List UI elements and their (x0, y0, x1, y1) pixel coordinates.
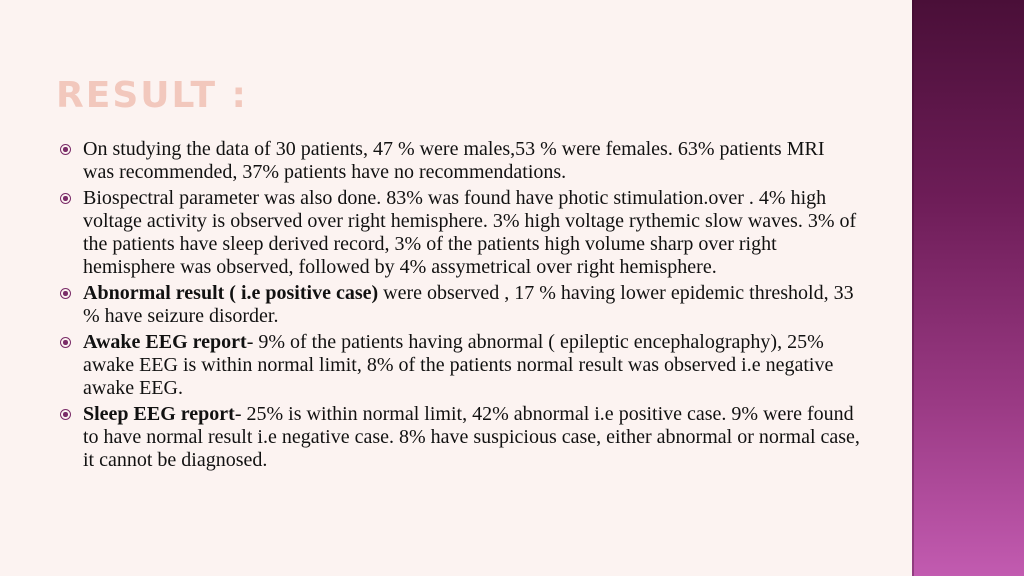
bullet-text: - 9% of the patients having abnormal ( epileptic encephalography), 25% awake EEG is within normal limit, 8% of the patients normal result was observed i.e negative awake EEG. (83, 331, 834, 399)
bullet-item-abnormal-result (60, 282, 860, 328)
bullet-text: - 25% is within normal limit, 42% abnormal i.e positive case. 9% were found to have normal result i.e negative case. 8% have suspicious case, either abnormal or normal case, it cannot be diagnosed. (83, 403, 860, 471)
bullet-lead: Sleep EEG report (83, 403, 235, 425)
slide-title: RESULT : (56, 75, 248, 116)
circle-dot-icon (60, 144, 71, 155)
bullet-lead: Awake EEG report (83, 331, 247, 353)
bullet-text: were observed , 17 % having lower epidemic threshold, 33 % have seizure disorder. (83, 282, 854, 327)
slide-content (60, 138, 860, 475)
bullet-item-awake-eeg (60, 331, 860, 400)
bullet-text: On studying the data of 30 patients, 47 % were males,53 % were females. 63% patients MRI was recommended, 37% patients have no recommendations. (83, 138, 825, 183)
bullet-text: Biospectral parameter was also done. 83% was found have photic stimulation.over . 4% high voltage activity is observed over right hemisphere. 3% high voltage rythemic slow waves. 3% of the patients have sleep derived record, 3% of the patients high volume sharp over right hemisphere was observed, followed by 4% assymetrical over right hemisphere. (83, 187, 857, 278)
bullet-item-sleep-eeg (60, 403, 860, 472)
bullet-item-patient-summary (60, 138, 860, 184)
circle-dot-icon (60, 337, 71, 348)
circle-dot-icon (60, 193, 71, 204)
bullet-list (60, 138, 860, 472)
circle-dot-icon (60, 409, 71, 420)
decorative-side-band (912, 0, 1024, 576)
circle-dot-icon (60, 288, 71, 299)
bullet-lead: Abnormal result ( i.e positive case) (83, 282, 379, 304)
bullet-item-biospectral (60, 187, 860, 279)
